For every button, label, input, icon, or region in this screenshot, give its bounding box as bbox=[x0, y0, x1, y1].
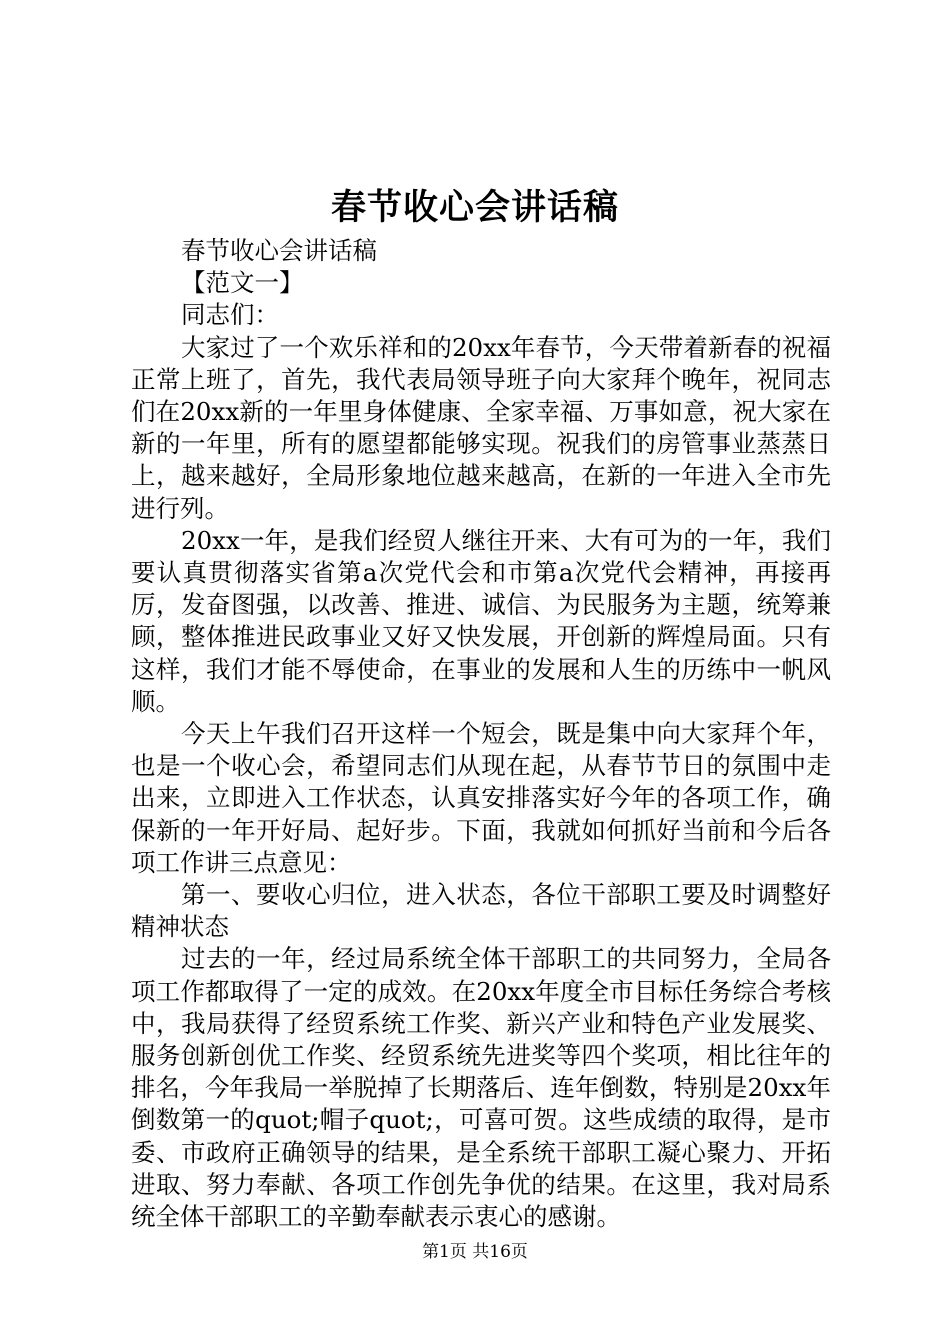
body-paragraph: 大家过了一个欢乐祥和的20xx年春节，今天带着新春的祝福正常上班了，首先，我代表局领导班子向大家拜个晚年，祝同志们在20xx新的一年里身体健康、全家幸福、万事如意，祝大家在新的一年里，所有的愿望都能够实现。祝我们的房管事业蒸蒸日上，越来越好，全局形象地位越来越高，在新的一年进入全市先进行列。 bbox=[131, 332, 831, 523]
page-footer: 第1页 共16页 bbox=[422, 1242, 528, 1262]
section-heading: 第一、要收心归位，进入状态，各位干部职工要及时调整好精神状态 bbox=[131, 880, 831, 942]
section-label: 【范文一】 bbox=[181, 268, 304, 298]
body-paragraph: 过去的一年，经过局系统全体干部职工的共同努力，全局各项工作都取得了一定的成效。在20xx年度全市目标任务综合考核中，我局获得了经贸系统工作奖、新兴产业和特色产业发展奖、服务创新创优工作奖、经贸系统先进奖等四个奖项，相比往年的排名，今年我局一举脱掉了长期落后、连年倒数，特别是20xx年倒数第一的quot;帽子quot;，可喜可贺。这些成绩的取得，是市委、市政府正确领导的结果，是全系统干部职工凝心聚力、开拓进取、努力奉献、各项工作创先争优的结果。在这里，我对局系统全体干部职工的辛勤奉献表示衷心的感谢。 bbox=[131, 944, 831, 1232]
salutation: 同志们： bbox=[181, 300, 279, 330]
document-title: 春节收心会讲话稿 bbox=[330, 187, 619, 228]
document-body bbox=[131, 235, 831, 1233]
body-paragraph: 今天上午我们召开这样一个短会，既是集中向大家拜个年，也是一个收心会，希望同志们从现在起，从春节节日的氛围中走出来，立即进入工作状态，认真安排落实好今年的各项工作，确保新的一年开好局、起好步。下面，我就如何抓好当前和今后各项工作讲三点意见： bbox=[131, 719, 831, 877]
body-paragraph: 20xx一年，是我们经贸人继往开来、大有可为的一年，我们要认真贯彻落实省第a次党代会和市第a次党代会精神，再接再厉，发奋图强，以改善、推进、诚信、为民服务为主题，统筹兼顾，整体推进民政事业又好又快发展，开创新的辉煌局面。只有这样，我们才能不辱使命，在事业的发展和人生的历练中一帆风顺。 bbox=[131, 525, 831, 716]
subtitle-paragraph: 春节收心会讲话稿 bbox=[181, 236, 377, 265]
